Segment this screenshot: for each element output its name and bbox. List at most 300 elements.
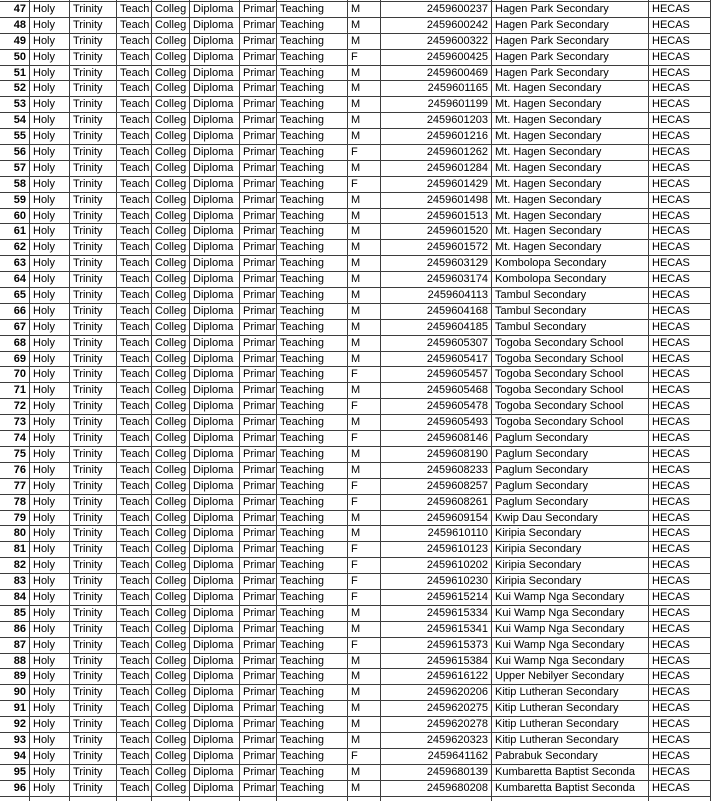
row-number-cell[interactable]: 68 xyxy=(0,336,30,351)
cell-student-id[interactable]: 2459608233 xyxy=(381,463,492,478)
cell-diploma[interactable]: Diploma xyxy=(190,781,240,796)
cell-status[interactable]: HECAS xyxy=(649,288,711,303)
cell-teaching[interactable]: Teaching xyxy=(277,113,348,128)
cell-teach[interactable]: Teach xyxy=(117,304,152,319)
cell-status[interactable]: HECAS xyxy=(649,526,711,541)
cell-trinity[interactable]: Trinity xyxy=(70,81,117,96)
cell-student-id[interactable]: 2459600237 xyxy=(381,2,492,17)
cell-primary[interactable]: Primar xyxy=(240,415,277,430)
cell-teach[interactable]: Teach xyxy=(117,367,152,382)
cell-diploma[interactable]: Diploma xyxy=(190,352,240,367)
cell-college[interactable]: Colleg xyxy=(152,34,190,49)
cell-student-id[interactable]: 2459620278 xyxy=(381,717,492,732)
cell-teach[interactable]: Teach xyxy=(117,18,152,33)
cell-student-id[interactable]: 2459620275 xyxy=(381,701,492,716)
cell-primary[interactable]: Primar xyxy=(240,511,277,526)
cell-teach[interactable]: Teach xyxy=(117,81,152,96)
row-number-cell[interactable]: 85 xyxy=(0,606,30,621)
cell-student-id[interactable]: 2459604113 xyxy=(381,288,492,303)
cell-holy[interactable]: Holy xyxy=(30,161,70,176)
cell-gender[interactable]: M xyxy=(348,526,381,541)
cell-primary[interactable]: Primar xyxy=(240,18,277,33)
cell-status[interactable]: HECAS xyxy=(649,781,711,796)
cell-teaching[interactable]: Teaching xyxy=(277,654,348,669)
cell-college[interactable]: Colleg xyxy=(152,558,190,573)
cell-primary[interactable]: Primar xyxy=(240,495,277,510)
cell-teach[interactable]: Teach xyxy=(117,113,152,128)
cell-teaching[interactable]: Teaching xyxy=(277,224,348,239)
cell-student-id[interactable]: 2459604185 xyxy=(381,320,492,335)
cell-teach[interactable]: Teach xyxy=(117,733,152,748)
cell-holy[interactable]: Holy xyxy=(30,209,70,224)
cell-trinity[interactable]: Trinity xyxy=(70,654,117,669)
cell-college[interactable]: Colleg xyxy=(152,733,190,748)
cell-primary[interactable]: Primar xyxy=(240,606,277,621)
cell-diploma[interactable]: Diploma xyxy=(190,50,240,65)
cell-student-id[interactable]: 2459605417 xyxy=(381,352,492,367)
cell-gender[interactable]: F xyxy=(348,50,381,65)
cell-diploma[interactable]: Diploma xyxy=(190,685,240,700)
cell-trinity[interactable]: Trinity xyxy=(70,765,117,780)
cell-student-id[interactable]: 2459610110 xyxy=(381,526,492,541)
cell-college[interactable]: Colleg xyxy=(152,781,190,796)
cell-primary[interactable]: Primar xyxy=(240,193,277,208)
cell-trinity[interactable]: Trinity xyxy=(70,526,117,541)
cell-trinity[interactable]: Trinity xyxy=(70,511,117,526)
row-number-cell[interactable]: 66 xyxy=(0,304,30,319)
cell-trinity[interactable]: Trinity xyxy=(70,193,117,208)
cell-gender[interactable]: M xyxy=(348,129,381,144)
cell-diploma[interactable]: Diploma xyxy=(190,18,240,33)
cell-status[interactable]: HECAS xyxy=(649,606,711,621)
cell-primary[interactable]: Primar xyxy=(240,240,277,255)
row-number-cell[interactable]: 61 xyxy=(0,224,30,239)
cell-primary[interactable]: Primar xyxy=(240,781,277,796)
cell-diploma[interactable]: Diploma xyxy=(190,209,240,224)
cell-diploma[interactable]: Diploma xyxy=(190,415,240,430)
cell-teaching[interactable]: Teaching xyxy=(277,34,348,49)
cell-holy[interactable]: Holy xyxy=(30,654,70,669)
cell-school[interactable]: Paglum Secondary xyxy=(492,431,649,446)
cell-student-id[interactable]: 2459620323 xyxy=(381,733,492,748)
cell-school[interactable]: Mt. Hagen Secondary xyxy=(492,97,649,112)
cell-trinity[interactable]: Trinity xyxy=(70,336,117,351)
cell-diploma[interactable]: Diploma xyxy=(190,463,240,478)
cell-school[interactable]: Mt. Hagen Secondary xyxy=(492,177,649,192)
cell-status[interactable]: HECAS xyxy=(649,463,711,478)
row-number-cell[interactable]: 94 xyxy=(0,749,30,764)
cell-teaching[interactable]: Teaching xyxy=(277,685,348,700)
cell-student-id[interactable]: 2459604168 xyxy=(381,304,492,319)
cell-gender[interactable]: M xyxy=(348,606,381,621)
cell-gender[interactable]: M xyxy=(348,304,381,319)
cell-holy[interactable]: Holy xyxy=(30,685,70,700)
cell-college[interactable]: Colleg xyxy=(152,304,190,319)
cell-holy[interactable]: Holy xyxy=(30,590,70,605)
cell-diploma[interactable]: Diploma xyxy=(190,765,240,780)
cell-student-id[interactable]: 2459615334 xyxy=(381,606,492,621)
cell-status[interactable]: HECAS xyxy=(649,129,711,144)
cell-school[interactable]: Hagen Park Secondary xyxy=(492,18,649,33)
cell-status[interactable]: HECAS xyxy=(649,638,711,653)
cell-student-id[interactable]: 2459608257 xyxy=(381,479,492,494)
cell-primary[interactable]: Primar xyxy=(240,749,277,764)
cell-school[interactable]: Kiripia Secondary xyxy=(492,558,649,573)
cell-gender[interactable]: F xyxy=(348,542,381,557)
cell-teaching[interactable]: Teaching xyxy=(277,352,348,367)
cell-teaching[interactable]: Teaching xyxy=(277,272,348,287)
cell-school[interactable]: Hagen Park Secondary xyxy=(492,66,649,81)
cell-college[interactable]: Colleg xyxy=(152,113,190,128)
cell-primary[interactable]: Primar xyxy=(240,463,277,478)
cell-gender[interactable]: F xyxy=(348,177,381,192)
cell-trinity[interactable]: Trinity xyxy=(70,367,117,382)
cell-teach[interactable]: Teach xyxy=(117,717,152,732)
cell-teaching[interactable]: Teaching xyxy=(277,2,348,17)
cell-teach[interactable]: Teach xyxy=(117,224,152,239)
cell-holy[interactable]: Holy xyxy=(30,177,70,192)
cell-teach[interactable]: Teach xyxy=(117,415,152,430)
cell-trinity[interactable]: Trinity xyxy=(70,669,117,684)
cell-college[interactable]: Colleg xyxy=(152,18,190,33)
cell-teaching[interactable]: Teaching xyxy=(277,701,348,716)
row-number-cell[interactable]: 51 xyxy=(0,66,30,81)
cell-teaching[interactable]: Teaching xyxy=(277,495,348,510)
cell-status[interactable]: HECAS xyxy=(649,685,711,700)
cell-status[interactable]: HECAS xyxy=(649,240,711,255)
cell-diploma[interactable]: Diploma xyxy=(190,113,240,128)
row-number-cell[interactable]: 59 xyxy=(0,193,30,208)
cell-gender[interactable]: M xyxy=(348,765,381,780)
cell-status[interactable]: HECAS xyxy=(649,97,711,112)
cell-gender[interactable]: M xyxy=(348,622,381,637)
cell-trinity[interactable]: Trinity xyxy=(70,622,117,637)
row-number-cell[interactable]: 48 xyxy=(0,18,30,33)
cell-gender[interactable]: M xyxy=(348,18,381,33)
cell-status[interactable]: HECAS xyxy=(649,161,711,176)
cell-school[interactable]: Tambul Secondary xyxy=(492,304,649,319)
cell-school[interactable]: Kumbaretta Baptist Seconda xyxy=(492,765,649,780)
cell-holy[interactable]: Holy xyxy=(30,383,70,398)
cell-school[interactable]: Kui Wamp Nga Secondary xyxy=(492,606,649,621)
cell-holy[interactable]: Holy xyxy=(30,399,70,414)
cell-gender[interactable]: F xyxy=(348,574,381,589)
cell-holy[interactable]: Holy xyxy=(30,511,70,526)
cell-teach[interactable]: Teach xyxy=(117,511,152,526)
cell-primary[interactable]: Primar xyxy=(240,129,277,144)
cell-teach[interactable]: Teach xyxy=(117,495,152,510)
cell-teaching[interactable]: Teaching xyxy=(277,336,348,351)
cell-teach[interactable]: Teach xyxy=(117,526,152,541)
cell-teaching[interactable]: Teaching xyxy=(277,463,348,478)
cell-diploma[interactable]: Diploma xyxy=(190,399,240,414)
cell-student-id[interactable]: 2459603174 xyxy=(381,272,492,287)
cell-status[interactable]: HECAS xyxy=(649,336,711,351)
cell-gender[interactable]: M xyxy=(348,701,381,716)
cell-teach[interactable]: Teach xyxy=(117,606,152,621)
cell-status[interactable]: HECAS xyxy=(649,367,711,382)
cell-school[interactable]: Togoba Secondary School xyxy=(492,352,649,367)
row-number-cell[interactable]: 53 xyxy=(0,97,30,112)
cell-diploma[interactable]: Diploma xyxy=(190,669,240,684)
cell-diploma[interactable]: Diploma xyxy=(190,511,240,526)
cell-school[interactable]: Mt. Hagen Secondary xyxy=(492,129,649,144)
cell-gender[interactable]: M xyxy=(348,288,381,303)
row-number-cell[interactable]: 52 xyxy=(0,81,30,96)
cell-primary[interactable]: Primar xyxy=(240,765,277,780)
cell-primary[interactable]: Primar xyxy=(240,224,277,239)
cell-school[interactable]: Paglum Secondary xyxy=(492,463,649,478)
cell-holy[interactable]: Holy xyxy=(30,50,70,65)
cell-gender[interactable]: M xyxy=(348,256,381,271)
cell-school[interactable]: Paglum Secondary xyxy=(492,447,649,462)
cell-holy[interactable]: Holy xyxy=(30,495,70,510)
cell-college[interactable]: Colleg xyxy=(152,145,190,160)
cell-college[interactable]: Colleg xyxy=(152,590,190,605)
cell-trinity[interactable]: Trinity xyxy=(70,542,117,557)
cell-diploma[interactable]: Diploma xyxy=(190,749,240,764)
cell-gender[interactable]: M xyxy=(348,97,381,112)
cell-holy[interactable]: Holy xyxy=(30,622,70,637)
cell-school[interactable]: Kitip Lutheran Secondary xyxy=(492,733,649,748)
cell-teach[interactable]: Teach xyxy=(117,399,152,414)
cell-school[interactable]: Hagen Park Secondary xyxy=(492,50,649,65)
cell-diploma[interactable]: Diploma xyxy=(190,129,240,144)
cell-teach[interactable]: Teach xyxy=(117,161,152,176)
cell-gender[interactable]: M xyxy=(348,669,381,684)
row-number-cell[interactable]: 81 xyxy=(0,542,30,557)
cell-status[interactable]: HECAS xyxy=(649,256,711,271)
cell-diploma[interactable]: Diploma xyxy=(190,367,240,382)
cell-school[interactable]: Kui Wamp Nga Secondary xyxy=(492,654,649,669)
cell-status[interactable]: HECAS xyxy=(649,209,711,224)
cell-student-id[interactable]: 2459603129 xyxy=(381,256,492,271)
cell-primary[interactable]: Primar xyxy=(240,447,277,462)
cell-holy[interactable]: Holy xyxy=(30,765,70,780)
cell-student-id[interactable]: 2459605493 xyxy=(381,415,492,430)
cell-holy[interactable]: Holy xyxy=(30,272,70,287)
cell-trinity[interactable]: Trinity xyxy=(70,113,117,128)
cell-primary[interactable]: Primar xyxy=(240,574,277,589)
cell-primary[interactable]: Primar xyxy=(240,654,277,669)
cell-trinity[interactable]: Trinity xyxy=(70,50,117,65)
cell-school[interactable]: Kitip Lutheran Secondary xyxy=(492,717,649,732)
cell-diploma[interactable]: Diploma xyxy=(190,447,240,462)
cell-teach[interactable]: Teach xyxy=(117,129,152,144)
cell-student-id[interactable]: 2459601199 xyxy=(381,97,492,112)
cell-college[interactable]: Colleg xyxy=(152,447,190,462)
cell-school[interactable]: Kumbaretta Baptist Seconda xyxy=(492,781,649,796)
cell-student-id[interactable]: 2459601429 xyxy=(381,177,492,192)
cell-teach[interactable]: Teach xyxy=(117,638,152,653)
cell-school[interactable]: Mt. Hagen Secondary xyxy=(492,224,649,239)
cell-diploma[interactable]: Diploma xyxy=(190,66,240,81)
cell-status[interactable]: HECAS xyxy=(649,749,711,764)
cell-student-id[interactable]: 2459605307 xyxy=(381,336,492,351)
cell-diploma[interactable]: Diploma xyxy=(190,272,240,287)
cell-primary[interactable]: Primar xyxy=(240,431,277,446)
cell-diploma[interactable]: Diploma xyxy=(190,304,240,319)
cell-holy[interactable]: Holy xyxy=(30,749,70,764)
cell-school[interactable]: Tambul Secondary xyxy=(492,288,649,303)
cell-status[interactable]: HECAS xyxy=(649,733,711,748)
cell-school[interactable]: Togoba Secondary School xyxy=(492,367,649,382)
cell-school[interactable]: Kitip Lutheran Secondary xyxy=(492,701,649,716)
cell-school[interactable]: Kui Wamp Nga Secondary xyxy=(492,622,649,637)
cell-gender[interactable]: M xyxy=(348,352,381,367)
cell-teaching[interactable]: Teaching xyxy=(277,209,348,224)
cell-college[interactable]: Colleg xyxy=(152,399,190,414)
cell-diploma[interactable]: Diploma xyxy=(190,590,240,605)
cell-student-id[interactable]: 2459615373 xyxy=(381,638,492,653)
cell-gender[interactable]: M xyxy=(348,161,381,176)
cell-student-id[interactable]: 2459610123 xyxy=(381,542,492,557)
row-number-cell[interactable]: 80 xyxy=(0,526,30,541)
cell-diploma[interactable]: Diploma xyxy=(190,717,240,732)
cell-student-id[interactable]: 2459605478 xyxy=(381,399,492,414)
cell-college[interactable]: Colleg xyxy=(152,622,190,637)
cell-school[interactable]: Togoba Secondary School xyxy=(492,383,649,398)
cell-gender[interactable]: M xyxy=(348,511,381,526)
cell-holy[interactable]: Holy xyxy=(30,606,70,621)
cell-diploma[interactable]: Diploma xyxy=(190,606,240,621)
cell-holy[interactable]: Holy xyxy=(30,479,70,494)
cell-trinity[interactable]: Trinity xyxy=(70,606,117,621)
cell-student-id[interactable]: 2459610230 xyxy=(381,574,492,589)
cell-holy[interactable]: Holy xyxy=(30,2,70,17)
cell-college[interactable]: Colleg xyxy=(152,224,190,239)
cell-holy[interactable]: Holy xyxy=(30,638,70,653)
cell-teach[interactable]: Teach xyxy=(117,177,152,192)
cell-diploma[interactable]: Diploma xyxy=(190,336,240,351)
cell-teaching[interactable]: Teaching xyxy=(277,765,348,780)
cell-teaching[interactable]: Teaching xyxy=(277,18,348,33)
cell-diploma[interactable]: Diploma xyxy=(190,542,240,557)
cell-college[interactable]: Colleg xyxy=(152,574,190,589)
cell-holy[interactable]: Holy xyxy=(30,781,70,796)
cell-gender[interactable]: M xyxy=(348,463,381,478)
cell-student-id[interactable]: 2459601165 xyxy=(381,81,492,96)
cell-school[interactable]: Mt. Hagen Secondary xyxy=(492,161,649,176)
cell-holy[interactable]: Holy xyxy=(30,193,70,208)
cell-diploma[interactable]: Diploma xyxy=(190,526,240,541)
cell-primary[interactable]: Primar xyxy=(240,669,277,684)
cell-trinity[interactable]: Trinity xyxy=(70,145,117,160)
cell-trinity[interactable]: Trinity xyxy=(70,320,117,335)
cell-status[interactable]: HECAS xyxy=(649,113,711,128)
cell-teach[interactable]: Teach xyxy=(117,2,152,17)
cell-holy[interactable]: Holy xyxy=(30,733,70,748)
cell-school[interactable]: Hagen Park Secondary xyxy=(492,34,649,49)
cell-teaching[interactable]: Teaching xyxy=(277,558,348,573)
cell-student-id[interactable]: 2459601216 xyxy=(381,129,492,144)
cell-trinity[interactable]: Trinity xyxy=(70,177,117,192)
cell-trinity[interactable]: Trinity xyxy=(70,18,117,33)
row-number-cell[interactable]: 56 xyxy=(0,145,30,160)
cell-status[interactable]: HECAS xyxy=(649,415,711,430)
cell-status[interactable]: HECAS xyxy=(649,511,711,526)
cell-school[interactable]: Kiripia Secondary xyxy=(492,574,649,589)
cell-teach[interactable]: Teach xyxy=(117,383,152,398)
cell-diploma[interactable]: Diploma xyxy=(190,177,240,192)
cell-student-id[interactable]: 2459600469 xyxy=(381,66,492,81)
cell-primary[interactable]: Primar xyxy=(240,66,277,81)
cell-teaching[interactable]: Teaching xyxy=(277,129,348,144)
cell-primary[interactable]: Primar xyxy=(240,717,277,732)
cell-teaching[interactable]: Teaching xyxy=(277,606,348,621)
cell-trinity[interactable]: Trinity xyxy=(70,256,117,271)
cell-trinity[interactable]: Trinity xyxy=(70,479,117,494)
cell-gender[interactable]: M xyxy=(348,224,381,239)
cell-gender[interactable]: F xyxy=(348,399,381,414)
cell-student-id[interactable]: 2459600322 xyxy=(381,34,492,49)
cell-holy[interactable]: Holy xyxy=(30,113,70,128)
cell-teach[interactable]: Teach xyxy=(117,590,152,605)
cell-gender[interactable]: M xyxy=(348,240,381,255)
row-number-cell[interactable]: 50 xyxy=(0,50,30,65)
cell-status[interactable]: HECAS xyxy=(649,50,711,65)
cell-gender[interactable]: F xyxy=(348,431,381,446)
cell-primary[interactable]: Primar xyxy=(240,304,277,319)
cell-school[interactable]: Tambul Secondary xyxy=(492,320,649,335)
row-number-cell[interactable]: 63 xyxy=(0,256,30,271)
cell-college[interactable]: Colleg xyxy=(152,415,190,430)
cell-school[interactable]: Togoba Secondary School xyxy=(492,415,649,430)
cell-gender[interactable]: M xyxy=(348,113,381,128)
cell-college[interactable]: Colleg xyxy=(152,240,190,255)
cell-primary[interactable]: Primar xyxy=(240,209,277,224)
cell-gender[interactable]: M xyxy=(348,81,381,96)
cell-college[interactable]: Colleg xyxy=(152,50,190,65)
cell-student-id[interactable]: 2459680139 xyxy=(381,765,492,780)
cell-primary[interactable]: Primar xyxy=(240,558,277,573)
cell-status[interactable]: HECAS xyxy=(649,765,711,780)
cell-college[interactable]: Colleg xyxy=(152,765,190,780)
cell-teach[interactable]: Teach xyxy=(117,256,152,271)
cell-status[interactable]: HECAS xyxy=(649,66,711,81)
cell-student-id[interactable]: 2459615384 xyxy=(381,654,492,669)
row-number-cell[interactable]: 57 xyxy=(0,161,30,176)
cell-trinity[interactable]: Trinity xyxy=(70,224,117,239)
cell-primary[interactable]: Primar xyxy=(240,177,277,192)
cell-gender[interactable]: M xyxy=(348,320,381,335)
cell-teach[interactable]: Teach xyxy=(117,66,152,81)
cell-holy[interactable]: Holy xyxy=(30,669,70,684)
cell-student-id[interactable]: 2459600242 xyxy=(381,18,492,33)
cell-diploma[interactable]: Diploma xyxy=(190,288,240,303)
cell-student-id[interactable]: 2459605457 xyxy=(381,367,492,382)
cell-teach[interactable]: Teach xyxy=(117,209,152,224)
cell-primary[interactable]: Primar xyxy=(240,256,277,271)
cell-teach[interactable]: Teach xyxy=(117,701,152,716)
cell-college[interactable]: Colleg xyxy=(152,367,190,382)
cell-status[interactable]: HECAS xyxy=(649,447,711,462)
cell-teaching[interactable]: Teaching xyxy=(277,97,348,112)
cell-teaching[interactable]: Teaching xyxy=(277,447,348,462)
cell-teaching[interactable]: Teaching xyxy=(277,66,348,81)
row-number-cell[interactable]: 79 xyxy=(0,511,30,526)
cell-trinity[interactable]: Trinity xyxy=(70,304,117,319)
row-number-cell[interactable]: 71 xyxy=(0,383,30,398)
cell-gender[interactable]: F xyxy=(348,495,381,510)
cell-teaching[interactable]: Teaching xyxy=(277,256,348,271)
cell-primary[interactable]: Primar xyxy=(240,399,277,414)
cell-college[interactable]: Colleg xyxy=(152,66,190,81)
cell-teaching[interactable]: Teaching xyxy=(277,622,348,637)
cell-college[interactable]: Colleg xyxy=(152,717,190,732)
cell-school[interactable]: Upper Nebilyer Secondary xyxy=(492,669,649,684)
cell-teaching[interactable]: Teaching xyxy=(277,320,348,335)
